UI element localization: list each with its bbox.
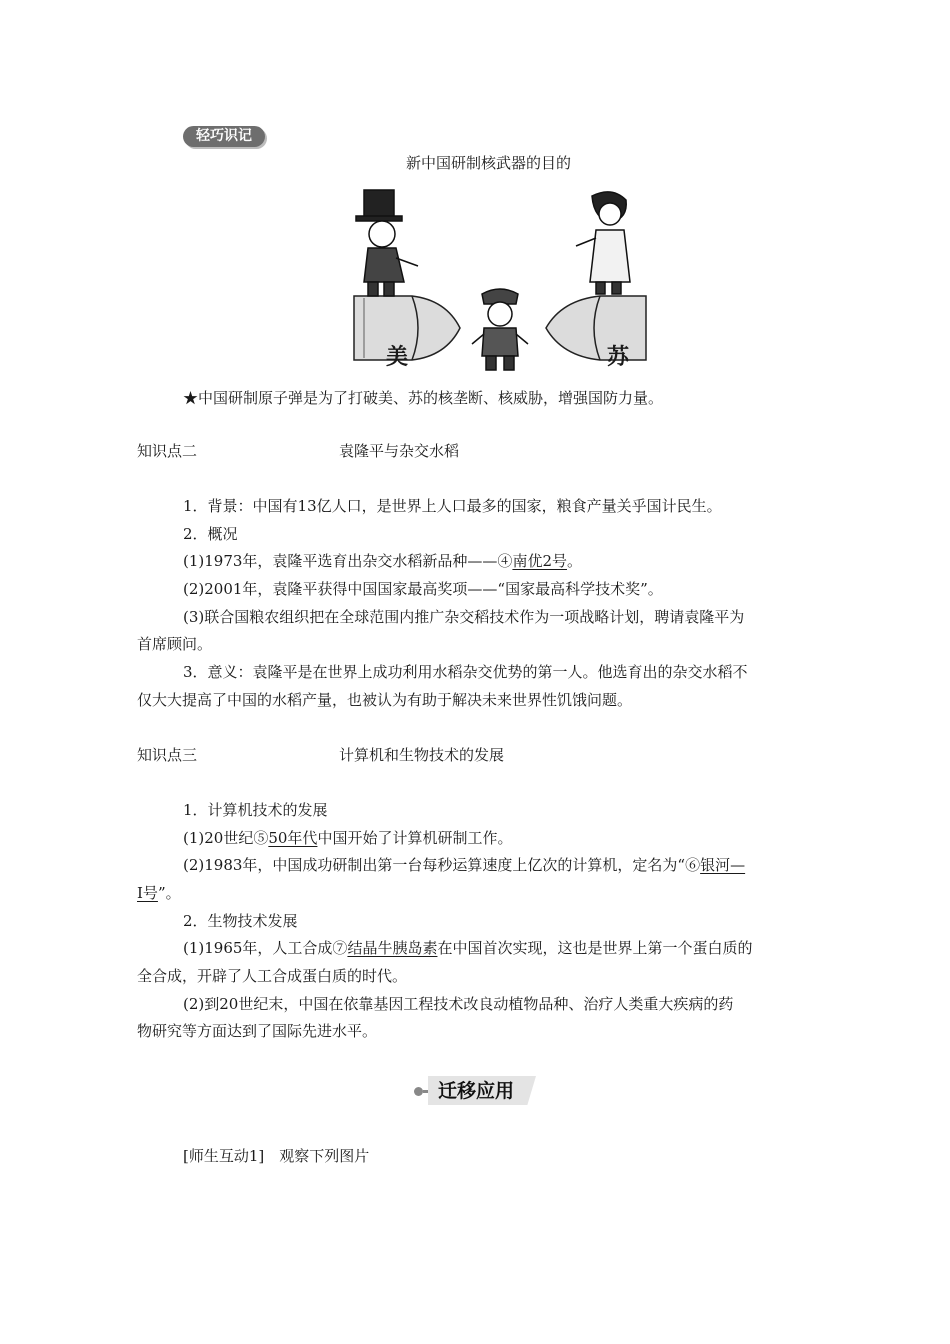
kp3-item-3: (1)1965年，人工合成⑦结晶牛胰岛素在中国首次实现，这也是世界上第一个蛋白质的	[183, 939, 753, 957]
kp2-significance: 3．意义：袁隆平是在世界上成功利用水稻杂交优势的第一人。他选育出的杂交水稻不	[183, 663, 748, 681]
answer-4: 南优2号	[512, 552, 567, 570]
kp3-item-2-cont: Ⅰ号”。	[137, 884, 181, 902]
bullet-dot-icon	[414, 1087, 423, 1096]
kp3-item-1: (1)20世纪⑤50年代中国开始了计算机研制工作。	[183, 829, 513, 847]
kp3-item-4: (2)到20世纪末，中国在依靠基因工程技术改良动植物品种、治疗人类重大疾病的药	[183, 995, 734, 1013]
figure-title: 新中国研制核武器的目的	[406, 154, 572, 172]
kp3-bio-heading: 2．生物技术发展	[183, 912, 298, 930]
kp3-title: 计算机和生物技术的发展	[339, 746, 505, 764]
star-note: ★中国研制原子弹是为了打破美、苏的核垄断、核威胁，增强国防力量。	[183, 389, 664, 407]
soldier-figure	[472, 289, 528, 370]
section-banner-title: 迁移应用	[438, 1080, 515, 1102]
activity-prompt: [师生互动1] 观察下列图片	[183, 1147, 370, 1165]
kp2-item-3: (3)联合国粮农组织把在全球范围内推广杂交稻技术作为一项战略计划，聘请袁隆平为	[183, 608, 745, 626]
kp3-item-3-cont: 全合成，开辟了人工合成蛋白质的时代。	[137, 967, 408, 985]
label-ussr: 苏	[607, 344, 630, 370]
answer-5: 50年代	[268, 829, 318, 847]
kp2-background: 1．背景：中国有13亿人口，是世界上人口最多的国家，粮食产量关乎国计民生。	[183, 497, 722, 515]
section-banner	[414, 1075, 539, 1107]
top-hat-figure	[356, 190, 418, 296]
answer-7: 结晶牛胰岛素	[347, 939, 438, 957]
answer-6: 银河—	[700, 856, 746, 874]
coat-figure	[576, 192, 630, 294]
answer-6-cont: Ⅰ号	[137, 884, 158, 902]
kp3-label: 知识点三	[137, 746, 198, 764]
kp2-overview-heading: 2．概况	[183, 525, 238, 543]
kp2-title: 袁隆平与杂交水稻	[339, 442, 460, 460]
kp3-item-4-cont: 物研究等方面达到了国际先进水平。	[137, 1022, 378, 1040]
kp3-item-2: (2)1983年，中国成功研制出第一台每秒运算速度上亿次的计算机，定名为“⑥银河—	[183, 856, 746, 874]
kp2-item-1: (1)1973年，袁隆平选育出杂交水稻新品种——④南优2号。	[183, 552, 582, 570]
kp2-label: 知识点二	[137, 442, 198, 460]
kp2-item-3-cont: 首席顾问。	[137, 635, 213, 653]
right-missile	[546, 296, 646, 360]
kp2-significance-cont: 仅大大提高了中国的水稻产量，也被认为有助于解决未来世界性饥饿问题。	[137, 691, 633, 709]
label-us: 美	[386, 344, 409, 370]
kp3-computer-heading: 1．计算机技术的发展	[183, 801, 328, 819]
kp2-item-2: (2)2001年，袁隆平获得中国国家最高奖项——“国家最高科学技术奖”。	[183, 580, 663, 598]
section-badge: 轻巧识记	[183, 126, 265, 147]
